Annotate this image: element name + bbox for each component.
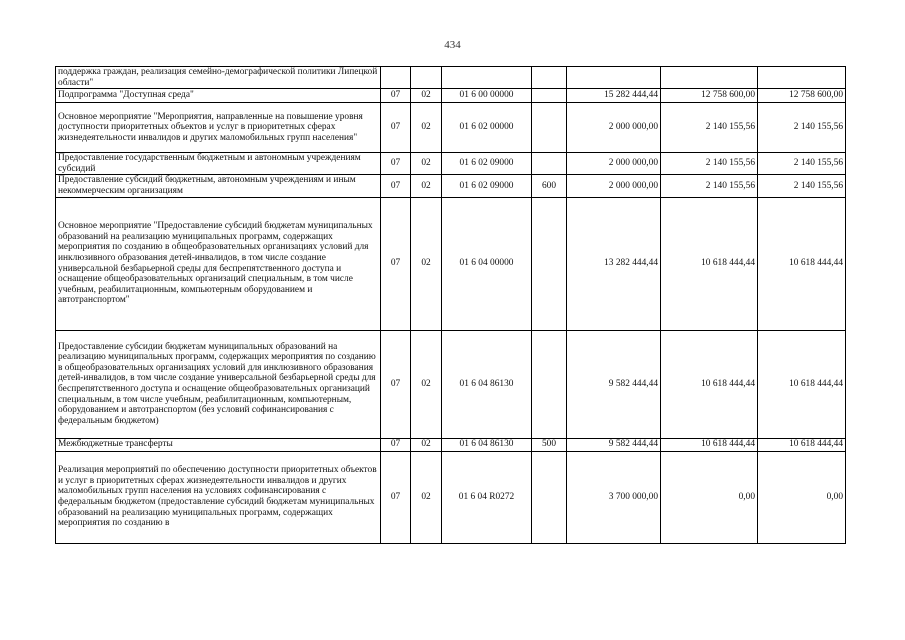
page-number: 434 bbox=[444, 39, 461, 51]
table-row bbox=[56, 330, 846, 438]
table-row bbox=[56, 451, 846, 543]
table-cell-amount-year1: 13 282 444,44 bbox=[567, 197, 661, 330]
table-cell-section: 07 bbox=[381, 89, 411, 103]
table-cell-section bbox=[381, 67, 411, 89]
table-cell-amount-year2: 2 140 155,56 bbox=[661, 175, 758, 197]
table-cell-amount-year1: 2 000 000,00 bbox=[567, 153, 661, 175]
table-cell-name: Реализация мероприятий по обеспечению доступности приоритетных объектов и услуг в приоритетных сферах жизнедеятельности инвалидов и других маломобильных групп населения на условиях софинансирования с федеральным бюджетом (предоставление субсидий бюджетам муниципальных образований на реализацию муниципальных программ, содержащих мероприятия по созданию в bbox=[56, 451, 381, 543]
table-cell-amount-year3: 12 758 600,00 bbox=[758, 89, 846, 103]
table-cell-expense-type bbox=[532, 153, 567, 175]
table-cell-amount-year3 bbox=[758, 67, 846, 89]
table-cell-target-article: 01 6 00 00000 bbox=[442, 89, 532, 103]
table-cell-target-article: 01 6 02 09000 bbox=[442, 175, 532, 197]
table-cell-amount-year3: 10 618 444,44 bbox=[758, 438, 846, 451]
table-cell-subsection: 02 bbox=[411, 175, 442, 197]
table-cell-target-article: 01 6 04 00000 bbox=[442, 197, 532, 330]
table-cell-amount-year3: 2 140 155,56 bbox=[758, 153, 846, 175]
table-cell-amount-year3: 0,00 bbox=[758, 451, 846, 543]
table-cell-amount-year2: 0,00 bbox=[661, 451, 758, 543]
table-cell-amount-year1: 2 000 000,00 bbox=[567, 103, 661, 153]
table-cell-name: Межбюджетные трансферты bbox=[56, 438, 381, 451]
table-cell-section: 07 bbox=[381, 330, 411, 438]
table-cell-amount-year3: 2 140 155,56 bbox=[758, 175, 846, 197]
table-cell-target-article: 01 6 04 86130 bbox=[442, 330, 532, 438]
table-cell-expense-type: 500 bbox=[532, 438, 567, 451]
table-cell-section: 07 bbox=[381, 438, 411, 451]
table-cell-amount-year2: 10 618 444,44 bbox=[661, 330, 758, 438]
table-cell-subsection: 02 bbox=[411, 103, 442, 153]
table-cell-amount-year1: 9 582 444,44 bbox=[567, 438, 661, 451]
table-cell-expense-type bbox=[532, 67, 567, 89]
table-row bbox=[56, 89, 846, 103]
table-cell-expense-type bbox=[532, 89, 567, 103]
table-cell-name: Предоставление государственным бюджетным и автономным учреждениям субсидий bbox=[56, 153, 381, 175]
table-row bbox=[56, 438, 846, 451]
table-row bbox=[56, 197, 846, 330]
table-cell-amount-year1 bbox=[567, 67, 661, 89]
table-cell-amount-year3: 2 140 155,56 bbox=[758, 103, 846, 153]
table-cell-subsection bbox=[411, 67, 442, 89]
table-cell-amount-year2 bbox=[661, 67, 758, 89]
table-cell-amount-year2: 10 618 444,44 bbox=[661, 438, 758, 451]
table-cell-name: Основное мероприятие "Мероприятия, направленные на повышение уровня доступности приоритетных объектов и услуг в приоритетных сферах жизнедеятельности инвалидов и других маломобильных групп населения" bbox=[56, 103, 381, 153]
table-cell-section: 07 bbox=[381, 153, 411, 175]
table-cell-name: Подпрограмма "Доступная среда" bbox=[56, 89, 381, 103]
table-cell-amount-year1: 15 282 444,44 bbox=[567, 89, 661, 103]
table-cell-subsection: 02 bbox=[411, 89, 442, 103]
table-cell-expense-type bbox=[532, 330, 567, 438]
table-cell-target-article bbox=[442, 67, 532, 89]
table-cell-amount-year1: 2 000 000,00 bbox=[567, 175, 661, 197]
table-cell-subsection: 02 bbox=[411, 153, 442, 175]
table-cell-subsection: 02 bbox=[411, 438, 442, 451]
table-cell-section: 07 bbox=[381, 103, 411, 153]
table-row bbox=[56, 67, 846, 89]
table-cell-section: 07 bbox=[381, 197, 411, 330]
table-cell-name: Основное мероприятие "Предоставление субсидий бюджетам муниципальных образований на реализацию муниципальных программ, содержащих мероприятия по созданию в общеобразовательных организациях условий для инклюзивного образования детей-инвалидов, в том числе создание универсальной безбарьерной среды для беспрепятственного доступа и оснащение общеобразовательных организаций специальным, в том числе учебным, реабилитационным, компьютерным оборудованием и автотранспортом" bbox=[56, 197, 381, 330]
table-cell-name: поддержка граждан, реализация семейно-демографической политики Липецкой области" bbox=[56, 67, 381, 89]
table-cell-expense-type bbox=[532, 451, 567, 543]
table-cell-subsection: 02 bbox=[411, 197, 442, 330]
table-cell-amount-year2: 2 140 155,56 bbox=[661, 103, 758, 153]
table-row bbox=[56, 103, 846, 153]
table-cell-target-article: 01 6 02 00000 bbox=[442, 103, 532, 153]
table-cell-name: Предоставление субсидий бюджетным, автономным учреждениям и иным некоммерческим организациям bbox=[56, 175, 381, 197]
table-cell-expense-type: 600 bbox=[532, 175, 567, 197]
table-cell-amount-year1: 9 582 444,44 bbox=[567, 330, 661, 438]
table-cell-section: 07 bbox=[381, 175, 411, 197]
table-cell-target-article: 01 6 02 09000 bbox=[442, 153, 532, 175]
table-cell-amount-year2: 2 140 155,56 bbox=[661, 153, 758, 175]
table-cell-amount-year2: 12 758 600,00 bbox=[661, 89, 758, 103]
table-cell-amount-year2: 10 618 444,44 bbox=[661, 197, 758, 330]
table-cell-expense-type bbox=[532, 103, 567, 153]
table-cell-amount-year1: 3 700 000,00 bbox=[567, 451, 661, 543]
budget-table bbox=[55, 66, 846, 544]
table-cell-name: Предоставление субсидии бюджетам муниципальных образований на реализацию муниципальных программ, содержащих мероприятия по созданию в общеобразовательных организациях условий для инклюзивного образования детей-инвалидов, в том числе создание универсальной безбарьерной среды для беспрепятственного доступа и оснащение общеобразовательных организаций специальным, в том числе учебным, реабилитационным, компьютерным, оборудованием и автотранспортом (без условий софинансирования с федеральным бюджетом) bbox=[56, 330, 381, 438]
table-cell-target-article: 01 6 04 R0272 bbox=[442, 451, 532, 543]
table-row bbox=[56, 175, 846, 197]
table-cell-section: 07 bbox=[381, 451, 411, 543]
table-cell-target-article: 01 6 04 86130 bbox=[442, 438, 532, 451]
table-row bbox=[56, 153, 846, 175]
table-cell-expense-type bbox=[532, 197, 567, 330]
table-cell-amount-year3: 10 618 444,44 bbox=[758, 330, 846, 438]
table-cell-amount-year3: 10 618 444,44 bbox=[758, 197, 846, 330]
table-cell-subsection: 02 bbox=[411, 330, 442, 438]
table-cell-subsection: 02 bbox=[411, 451, 442, 543]
